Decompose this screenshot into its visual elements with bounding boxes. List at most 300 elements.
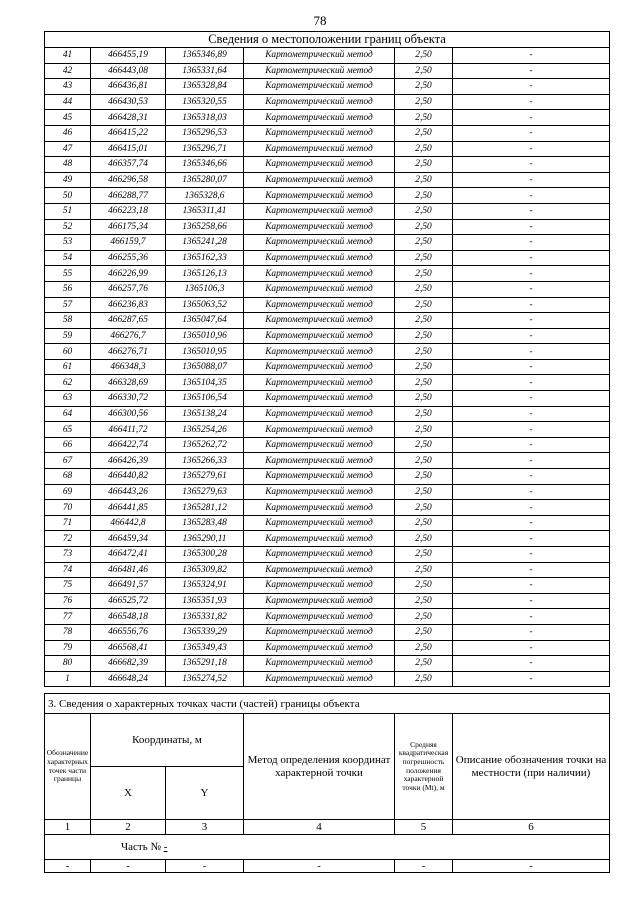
- description: -: [453, 297, 610, 313]
- y-coordinate: 1365331,64: [166, 63, 244, 79]
- error-value: 2,50: [395, 437, 453, 453]
- description: -: [453, 110, 610, 126]
- column-number: 2: [91, 820, 166, 835]
- error-value: 2,50: [395, 235, 453, 251]
- x-coordinate: 466443,08: [91, 63, 166, 79]
- y-coordinate: 1365274,52: [166, 671, 244, 687]
- description: -: [453, 437, 610, 453]
- method: Картометрический метод: [244, 188, 395, 204]
- error-value: 2,50: [395, 79, 453, 95]
- x-coordinate: 466226,99: [91, 266, 166, 282]
- method: Картометрический метод: [244, 515, 395, 531]
- point-number: 48: [45, 157, 91, 173]
- point-number: 68: [45, 469, 91, 485]
- error-value: 2,50: [395, 359, 453, 375]
- x-coordinate: 466525,72: [91, 593, 166, 609]
- error-value: 2,50: [395, 125, 453, 141]
- y-coordinate: 1365318,03: [166, 110, 244, 126]
- point-number: 66: [45, 437, 91, 453]
- boundary-points-table: [44, 31, 610, 687]
- table-row: [45, 547, 610, 563]
- method: Картометрический метод: [244, 656, 395, 672]
- point-designation-header: Обозначение характерных точек части границы: [45, 714, 91, 820]
- table-row: [45, 203, 610, 219]
- table-row: [45, 297, 610, 313]
- error-value: 2,50: [395, 219, 453, 235]
- error-value: 2,50: [395, 250, 453, 266]
- description: -: [453, 391, 610, 407]
- error-value: 2,50: [395, 469, 453, 485]
- table-row: [45, 141, 610, 157]
- table-row: [45, 94, 610, 110]
- description: -: [453, 453, 610, 469]
- y-coordinate: 1365088,07: [166, 359, 244, 375]
- description: -: [453, 157, 610, 173]
- description: -: [453, 422, 610, 438]
- y-coordinate: 1365290,11: [166, 531, 244, 547]
- y-coordinate: 1365162,33: [166, 250, 244, 266]
- table-row: [45, 375, 610, 391]
- y-coordinate: 1365328,6: [166, 188, 244, 204]
- coordinates-header: Координаты, м: [91, 714, 244, 767]
- description: -: [453, 63, 610, 79]
- description: -: [453, 562, 610, 578]
- x-coordinate: 466441,85: [91, 500, 166, 516]
- point-number: 56: [45, 281, 91, 297]
- error-value: 2,50: [395, 453, 453, 469]
- table-row: [45, 609, 610, 625]
- method: Картометрический метод: [244, 219, 395, 235]
- y-coordinate: 1365262,72: [166, 437, 244, 453]
- x-coordinate: 466276,71: [91, 344, 166, 360]
- x-coordinate: 466472,41: [91, 547, 166, 563]
- point-number: 78: [45, 624, 91, 640]
- point-number: 52: [45, 219, 91, 235]
- method: Картометрический метод: [244, 48, 395, 64]
- point-number: 64: [45, 406, 91, 422]
- error-value: 2,50: [395, 640, 453, 656]
- table-row: [45, 469, 610, 485]
- point-number: 46: [45, 125, 91, 141]
- method: Картометрический метод: [244, 94, 395, 110]
- error-value: 2,50: [395, 344, 453, 360]
- x-header: X: [91, 767, 166, 820]
- description: -: [453, 141, 610, 157]
- y-coordinate: 1365266,33: [166, 453, 244, 469]
- point-number: 41: [45, 48, 91, 64]
- method: Картометрический метод: [244, 469, 395, 485]
- method: Картометрический метод: [244, 157, 395, 173]
- point-number: 65: [45, 422, 91, 438]
- y-coordinate: 1365281,12: [166, 500, 244, 516]
- y-coordinate: 1365279,63: [166, 484, 244, 500]
- y-coordinate: 1365104,35: [166, 375, 244, 391]
- description: -: [453, 250, 610, 266]
- point-number: 80: [45, 656, 91, 672]
- error-value: 2,50: [395, 141, 453, 157]
- x-coordinate: 466481,46: [91, 562, 166, 578]
- x-coordinate: 466430,53: [91, 94, 166, 110]
- method: Картометрический метод: [244, 313, 395, 329]
- x-coordinate: 466442,8: [91, 515, 166, 531]
- y-coordinate: 1365296,53: [166, 125, 244, 141]
- point-number: 71: [45, 515, 91, 531]
- point-number: 76: [45, 593, 91, 609]
- method: Картометрический метод: [244, 578, 395, 594]
- column-number: 5: [395, 820, 453, 835]
- error-value: 2,50: [395, 484, 453, 500]
- x-coordinate: 466255,36: [91, 250, 166, 266]
- error-value: 2,50: [395, 94, 453, 110]
- y-coordinate: 1365351,93: [166, 593, 244, 609]
- table-row: [45, 484, 610, 500]
- method: Картометрический метод: [244, 375, 395, 391]
- table-row: [45, 515, 610, 531]
- x-coordinate: 466330,72: [91, 391, 166, 407]
- method: Картометрический метод: [244, 266, 395, 282]
- y-coordinate: 1365324,91: [166, 578, 244, 594]
- table-row: [45, 500, 610, 516]
- table-row: [45, 250, 610, 266]
- x-coordinate: 466287,65: [91, 313, 166, 329]
- point-number: 54: [45, 250, 91, 266]
- y-coordinate: 1365254,26: [166, 422, 244, 438]
- table-row: [45, 188, 610, 204]
- y-coordinate: 1365258,66: [166, 219, 244, 235]
- table-cell: -: [453, 860, 610, 873]
- y-coordinate: 1365300,28: [166, 547, 244, 563]
- error-value: 2,50: [395, 188, 453, 204]
- x-coordinate: 466236,83: [91, 297, 166, 313]
- x-coordinate: 466455,19: [91, 48, 166, 64]
- point-number: 43: [45, 79, 91, 95]
- description: -: [453, 609, 610, 625]
- error-value: 2,50: [395, 624, 453, 640]
- x-coordinate: 466682,39: [91, 656, 166, 672]
- method: Картометрический метод: [244, 172, 395, 188]
- x-coordinate: 466348,3: [91, 359, 166, 375]
- table-row: [45, 391, 610, 407]
- description: -: [453, 531, 610, 547]
- description: -: [453, 624, 610, 640]
- x-coordinate: 466440,82: [91, 469, 166, 485]
- column-number: 3: [166, 820, 244, 835]
- x-coordinate: 466436,81: [91, 79, 166, 95]
- table-row: [45, 48, 610, 64]
- y-coordinate: 1365047,64: [166, 313, 244, 329]
- table-cell: -: [395, 860, 453, 873]
- table-cell: -: [244, 860, 395, 873]
- description: -: [453, 515, 610, 531]
- table-row: [45, 266, 610, 282]
- table-body: [45, 48, 610, 687]
- method: Картометрический метод: [244, 624, 395, 640]
- error-value: 2,50: [395, 609, 453, 625]
- point-number: 50: [45, 188, 91, 204]
- point-number: 53: [45, 235, 91, 251]
- method: Картометрический метод: [244, 437, 395, 453]
- x-coordinate: 466300,56: [91, 406, 166, 422]
- table-row: [45, 328, 610, 344]
- error-value: 2,50: [395, 531, 453, 547]
- x-coordinate: 466175,34: [91, 219, 166, 235]
- table-row: [45, 313, 610, 329]
- page-number: 78: [313, 13, 327, 28]
- y-coordinate: 1365106,3: [166, 281, 244, 297]
- part-number: -: [163, 841, 168, 853]
- x-coordinate: 466443,26: [91, 484, 166, 500]
- description: -: [453, 219, 610, 235]
- point-number: 57: [45, 297, 91, 313]
- method: Картометрический метод: [244, 500, 395, 516]
- description-header: Описание обозначения точки на местности (при наличии): [453, 714, 610, 820]
- table-cell: -: [91, 860, 166, 873]
- x-coordinate: 466223,18: [91, 203, 166, 219]
- y-coordinate: 1365309,82: [166, 562, 244, 578]
- method: Картометрический метод: [244, 141, 395, 157]
- table-row: [45, 281, 610, 297]
- error-value: 2,50: [395, 313, 453, 329]
- error-value: 2,50: [395, 328, 453, 344]
- section-title: Сведения о местоположении границ объекта: [45, 32, 610, 48]
- y-coordinate: 1365010,96: [166, 328, 244, 344]
- method: Картометрический метод: [244, 671, 395, 687]
- y-coordinate: 1365339,29: [166, 624, 244, 640]
- table-row: [45, 578, 610, 594]
- description: -: [453, 469, 610, 485]
- error-value: 2,50: [395, 406, 453, 422]
- table-row: [45, 531, 610, 547]
- x-coordinate: 466357,74: [91, 157, 166, 173]
- x-coordinate: 466328,69: [91, 375, 166, 391]
- x-coordinate: 466257,76: [91, 281, 166, 297]
- point-number: 70: [45, 500, 91, 516]
- method: Картометрический метод: [244, 281, 395, 297]
- table-row: [45, 640, 610, 656]
- point-number: 58: [45, 313, 91, 329]
- method: Картометрический метод: [244, 125, 395, 141]
- table-row: [45, 110, 610, 126]
- y-coordinate: 1365311,41: [166, 203, 244, 219]
- column-number: 6: [453, 820, 610, 835]
- table-row: [45, 359, 610, 375]
- table-row: [45, 593, 610, 609]
- description: -: [453, 94, 610, 110]
- error-value: 2,50: [395, 593, 453, 609]
- method: Картометрический метод: [244, 297, 395, 313]
- method: Картометрический метод: [244, 235, 395, 251]
- error-value: 2,50: [395, 547, 453, 563]
- method: Картометрический метод: [244, 344, 395, 360]
- error-value: 2,50: [395, 157, 453, 173]
- error-value: 2,50: [395, 422, 453, 438]
- error-value: 2,50: [395, 391, 453, 407]
- method: Картометрический метод: [244, 453, 395, 469]
- description: -: [453, 500, 610, 516]
- part-points-table: [44, 693, 610, 873]
- x-coordinate: 466276,7: [91, 328, 166, 344]
- method: Картометрический метод: [244, 79, 395, 95]
- point-number: 51: [45, 203, 91, 219]
- method: Картометрический метод: [244, 63, 395, 79]
- method-header: Метод определения координат характерной точки: [244, 714, 395, 820]
- x-coordinate: 466648,24: [91, 671, 166, 687]
- description: -: [453, 203, 610, 219]
- y-coordinate: 1365280,07: [166, 172, 244, 188]
- y-coordinate: 1365063,52: [166, 297, 244, 313]
- description: -: [453, 48, 610, 64]
- description: -: [453, 79, 610, 95]
- point-number: 72: [45, 531, 91, 547]
- y-coordinate: 1365291,18: [166, 656, 244, 672]
- point-number: 55: [45, 266, 91, 282]
- column-number: 1: [45, 820, 91, 835]
- description: -: [453, 656, 610, 672]
- error-value: 2,50: [395, 63, 453, 79]
- y-coordinate: 1365296,71: [166, 141, 244, 157]
- description: -: [453, 313, 610, 329]
- point-number: 77: [45, 609, 91, 625]
- error-value: 2,50: [395, 266, 453, 282]
- description: -: [453, 640, 610, 656]
- error-value: 2,50: [395, 578, 453, 594]
- table-row: [45, 562, 610, 578]
- error-value: 2,50: [395, 203, 453, 219]
- y-coordinate: 1365346,66: [166, 157, 244, 173]
- point-number: 44: [45, 94, 91, 110]
- y-coordinate: 1365106,54: [166, 391, 244, 407]
- point-number: 63: [45, 391, 91, 407]
- x-coordinate: 466415,22: [91, 125, 166, 141]
- part-label-cell: [45, 835, 610, 860]
- description: -: [453, 359, 610, 375]
- method: Картометрический метод: [244, 328, 395, 344]
- x-coordinate: 466556,76: [91, 624, 166, 640]
- error-value: 2,50: [395, 172, 453, 188]
- table-row: [45, 624, 610, 640]
- description: -: [453, 578, 610, 594]
- y-coordinate: 1365346,89: [166, 48, 244, 64]
- table-row: [45, 453, 610, 469]
- point-number: 59: [45, 328, 91, 344]
- description: -: [453, 172, 610, 188]
- error-value: 2,50: [395, 515, 453, 531]
- method: Картометрический метод: [244, 593, 395, 609]
- method: Картометрический метод: [244, 609, 395, 625]
- x-coordinate: 466548,18: [91, 609, 166, 625]
- y-coordinate: 1365010,95: [166, 344, 244, 360]
- table-cell: -: [166, 860, 244, 873]
- table-row: [45, 406, 610, 422]
- point-number: 69: [45, 484, 91, 500]
- table-row: [45, 344, 610, 360]
- table-row: [45, 172, 610, 188]
- method: Картометрический метод: [244, 547, 395, 563]
- y-coordinate: 1365331,82: [166, 609, 244, 625]
- y-coordinate: 1365279,61: [166, 469, 244, 485]
- point-number: 79: [45, 640, 91, 656]
- point-number: 42: [45, 63, 91, 79]
- section3-title: 3. Сведения о характерных точках части (частей) границы объекта: [45, 694, 610, 714]
- x-coordinate: 466159,7: [91, 235, 166, 251]
- error-value: 2,50: [395, 48, 453, 64]
- error-value: 2,50: [395, 500, 453, 516]
- y-coordinate: 1365241,28: [166, 235, 244, 251]
- point-number: 45: [45, 110, 91, 126]
- point-number: 74: [45, 562, 91, 578]
- point-number: 75: [45, 578, 91, 594]
- method: Картометрический метод: [244, 359, 395, 375]
- method: Картометрический метод: [244, 531, 395, 547]
- description: -: [453, 125, 610, 141]
- point-number: 73: [45, 547, 91, 563]
- method: Картометрический метод: [244, 640, 395, 656]
- table-row: [45, 219, 610, 235]
- point-number: 49: [45, 172, 91, 188]
- description: -: [453, 188, 610, 204]
- table-row: [45, 422, 610, 438]
- method: Картометрический метод: [244, 562, 395, 578]
- x-coordinate: 466459,34: [91, 531, 166, 547]
- method: Картометрический метод: [244, 203, 395, 219]
- table-row: [45, 125, 610, 141]
- description: -: [453, 547, 610, 563]
- y-coordinate: 1365328,84: [166, 79, 244, 95]
- method: Картометрический метод: [244, 406, 395, 422]
- x-coordinate: 466296,58: [91, 172, 166, 188]
- y-coordinate: 1365126,13: [166, 266, 244, 282]
- description: -: [453, 328, 610, 344]
- method: Картометрический метод: [244, 484, 395, 500]
- error-value: 2,50: [395, 656, 453, 672]
- description: -: [453, 484, 610, 500]
- error-value: 2,50: [395, 562, 453, 578]
- point-number: 60: [45, 344, 91, 360]
- method: Картометрический метод: [244, 422, 395, 438]
- description: -: [453, 671, 610, 687]
- table-row: [45, 437, 610, 453]
- error-value: 2,50: [395, 375, 453, 391]
- y-coordinate: 1365283,48: [166, 515, 244, 531]
- point-number: 62: [45, 375, 91, 391]
- table-row: [45, 656, 610, 672]
- error-value: 2,50: [395, 110, 453, 126]
- table-row: [45, 79, 610, 95]
- y-coordinate: 1365138,24: [166, 406, 244, 422]
- description: -: [453, 235, 610, 251]
- description: -: [453, 281, 610, 297]
- description: -: [453, 406, 610, 422]
- description: -: [453, 266, 610, 282]
- x-coordinate: 466428,31: [91, 110, 166, 126]
- table-row: [45, 235, 610, 251]
- column-number: 4: [244, 820, 395, 835]
- method: Картометрический метод: [244, 110, 395, 126]
- error-value: 2,50: [395, 671, 453, 687]
- x-coordinate: 466411,72: [91, 422, 166, 438]
- table-row: [45, 63, 610, 79]
- table-cell: -: [45, 860, 91, 873]
- y-coordinate: 1365320,55: [166, 94, 244, 110]
- point-number: 67: [45, 453, 91, 469]
- point-number: 1: [45, 671, 91, 687]
- y-header: Y: [166, 767, 244, 820]
- y-coordinate: 1365349,43: [166, 640, 244, 656]
- table-row: [45, 157, 610, 173]
- description: -: [453, 375, 610, 391]
- point-number: 47: [45, 141, 91, 157]
- error-value: 2,50: [395, 297, 453, 313]
